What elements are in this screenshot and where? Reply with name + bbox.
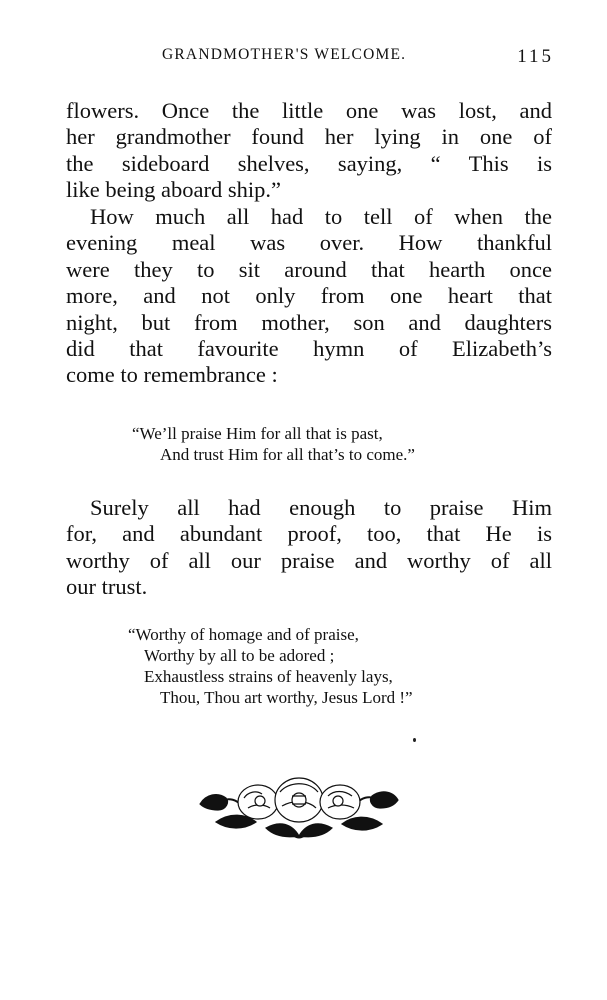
paragraph-3 xyxy=(66,495,552,601)
text-line: Surely all had enough to praise Him xyxy=(90,495,552,520)
text-line: our trust. xyxy=(66,574,148,600)
text-line: evening meal was over. How thankful xyxy=(66,230,552,256)
text-line: night, but from mother, son and daughters xyxy=(66,309,552,335)
text-line: come to remembrance : xyxy=(66,362,278,388)
text-line: her grandmother found her lying in one of xyxy=(66,124,552,150)
text-line: flowers. Once the little one was lost, and xyxy=(66,98,552,123)
floral-tailpiece-icon xyxy=(196,770,402,846)
verse-line: Thou, Thou art worthy, Jesus Lord !” xyxy=(160,688,413,707)
verse-quote-1 xyxy=(132,423,415,465)
verse-line: “We’ll praise Him for all that is past, xyxy=(132,424,383,443)
running-head xyxy=(66,46,554,70)
verse-line: Worthy by all to be adored ; xyxy=(144,646,335,665)
text-line: like being aboard ship.” xyxy=(66,177,281,203)
text-line: the sideboard shelves, saying, “ This is xyxy=(66,150,552,176)
verse-line: And trust Him for all that’s to come.” xyxy=(160,445,415,464)
text-line: were they to sit around that hearth once xyxy=(66,256,552,282)
text-line: for, and abundant proof, too, that He is xyxy=(66,521,552,547)
text-line: more, and not only from one heart that xyxy=(66,283,552,309)
ink-speck xyxy=(413,738,416,742)
verse-line: “Worthy of homage and of praise, xyxy=(128,625,359,644)
page-number: 115 xyxy=(517,46,554,67)
paragraph-2 xyxy=(66,204,552,389)
text-line: How much all had to tell of when the xyxy=(90,204,552,229)
verse-quote-2 xyxy=(128,624,413,708)
text-line: did that favourite hymn of Elizabeth’s xyxy=(66,336,552,362)
paragraph-1 xyxy=(66,98,552,204)
running-title: GRANDMOTHER'S WELCOME. xyxy=(162,46,407,63)
verse-line: Exhaustless strains of heavenly lays, xyxy=(144,667,393,686)
text-line: worthy of all our praise and worthy of all xyxy=(66,547,552,573)
